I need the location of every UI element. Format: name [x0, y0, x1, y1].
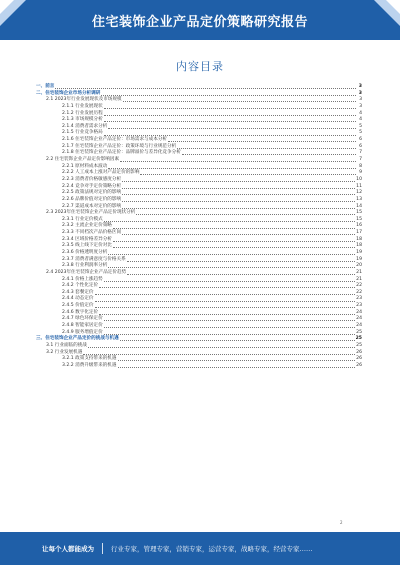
toc-entry-label: 2.2.4 竞争对手定价策略分析 [62, 183, 122, 189]
toc-entry-page: 26 [356, 349, 362, 355]
toc-entry-label: 2.3.7 消费者满意度与价格关系 [62, 256, 126, 262]
toc-entry-label: 2.3.2 主流企业定价策略 [62, 223, 112, 229]
toc-entry-page: 12 [356, 190, 362, 196]
toc-leader-dots [122, 188, 355, 189]
toc-entry-page: 19 [356, 250, 362, 255]
toc-entry-label: 2.3 2023年住宅装饰企业产品定价现状分析 [46, 210, 136, 216]
toc-leader-dots [104, 221, 355, 222]
toc-entry-label: 3.2.2 消费升级带来的机遇 [62, 362, 117, 368]
toc-leader-dots [104, 135, 356, 136]
toc-entry-page: 7 [359, 157, 362, 163]
toc-leader-dots [88, 347, 355, 348]
toc-leader-dots [101, 95, 356, 96]
table-of-contents [36, 84, 362, 370]
toc-entry-label: 2.1.1 行业发展现状 [62, 103, 103, 109]
toc-entry-label: 2.2 住宅装饰企业产品定价影响因素 [46, 157, 120, 163]
toc-leader-dots [113, 247, 355, 248]
toc-leader-dots [95, 301, 356, 302]
toc-leader-dots [118, 367, 356, 368]
toc-entry-label: 2.1.3 市场规模分析 [62, 117, 103, 123]
toc-entry-label: 2.4.8 智能家居定价 [62, 323, 103, 329]
footer-tagline: 行业专家，管理专家，营销专家，运营专家，战略专家，经营专家…… [111, 545, 313, 553]
toc-leader-dots [108, 267, 355, 268]
toc-entry-page: 19 [356, 256, 362, 262]
toc-entry-page: 3 [358, 83, 362, 89]
toc-entry-page: 22 [356, 289, 362, 295]
toc-leader-dots [120, 340, 355, 341]
toc-leader-dots [140, 174, 356, 175]
toc-leader-dots [122, 194, 355, 195]
toc-entry-page: 3 [358, 90, 362, 96]
toc-leader-dots [122, 181, 355, 182]
toc-entry-page: 4 [359, 117, 362, 123]
toc-leader-dots [108, 128, 356, 129]
toc-entry-page: 15 [356, 210, 362, 216]
toc-entry-page: 5 [359, 123, 362, 129]
toc-entry-page: 18 [356, 243, 362, 249]
toc-entry-label: 2.3.4 区域价格差异分析 [62, 236, 112, 242]
toc-leader-dots [99, 287, 355, 288]
toc-entry-page: 25 [355, 336, 362, 342]
toc-entry-label: 2.2.3 消费者价格敏感度分析 [62, 176, 122, 182]
toc-entry-page: 10 [356, 176, 362, 182]
toc-entry-label: 2.2.6 品牌价值对定价的影响 [62, 196, 122, 202]
toc-leader-dots [104, 108, 356, 109]
toc-entry-page: 26 [356, 356, 362, 362]
toc-leader-dots [120, 161, 356, 162]
toc-entry-page: 5 [359, 130, 362, 136]
toc-leader-dots [122, 201, 355, 202]
toc-entry-label: 2.3.5 线上线下定价对比 [62, 243, 112, 249]
toc-entry-label: 2.1.7 住宅装饰企业产品定价：政策环境与行业规范分析 [62, 143, 177, 149]
toc-leader-dots [136, 214, 355, 215]
toc-entry-label: 2.4.9 服务增值定价 [62, 329, 103, 335]
toc-entry-label: 2.4.7 绿色环保定价 [62, 316, 103, 322]
toc-entry-page: 21 [356, 269, 362, 275]
toc-entry-page: 8 [359, 163, 362, 169]
toc-entry-page: 6 [359, 137, 362, 143]
toc-leader-dots [108, 168, 356, 169]
toc-entry-label: 2.3.8 行业利润率分析 [62, 263, 108, 269]
toc-leader-dots [113, 228, 355, 229]
toc-leader-dots [113, 241, 355, 242]
toc-leader-dots [104, 121, 356, 122]
toc-entry-page: 24 [356, 309, 362, 315]
toc-entry-page: 16 [356, 223, 362, 229]
toc-entry-label: 3.2 行业发展机遇 [46, 349, 83, 355]
toc-entry-label: 2.2.1 原材料成本波动 [62, 163, 108, 169]
toc-entry-label: 2.1.6 住宅装饰企业产品定价：市场需求与成本分析 [62, 137, 168, 143]
corner-decoration-left-inner [0, 0, 14, 14]
toc-leader-dots [123, 101, 356, 102]
toc-entry-page: 25 [356, 329, 362, 335]
toc-entry-page: 15 [356, 216, 362, 222]
toc-entry-page: 3 [359, 103, 362, 109]
toc-entry-page: 22 [356, 283, 362, 289]
toc-leader-dots [104, 320, 355, 321]
footer-lead-text: 让每个人都能成为 [42, 545, 94, 553]
toc-leader-dots [177, 148, 356, 149]
toc-entry-label: 2.1.4 消费者需求分析 [62, 123, 108, 129]
toc-entry-page: 21 [356, 276, 362, 282]
toc-entry-page: 24 [356, 323, 362, 329]
toc-leader-dots [127, 274, 355, 275]
toc-entry-label: 2.1.8 住宅装饰企业产品定价：品牌溢价与差异化竞争分析 [62, 150, 181, 156]
toc-entry-page: 25 [356, 342, 362, 348]
toc-entry-page: 9 [359, 170, 362, 176]
page-number: 2 [340, 520, 343, 525]
toc-leader-dots [182, 154, 356, 155]
toc-entry-label: 3.2.1 政策支持带来的机遇 [62, 356, 117, 362]
toc-entry-page: 3 [359, 97, 362, 103]
toc-leader-dots [118, 360, 356, 361]
toc-heading: 内容目录 [176, 60, 224, 73]
toc-entry-page: 6 [359, 143, 362, 149]
toc-leader-dots [95, 307, 356, 308]
toc-entry-label: 2.1.5 行业竞争格局 [62, 130, 103, 136]
toc-entry-label: 一、前言 [36, 83, 55, 89]
footer-divider [102, 543, 103, 554]
toc-entry-label: 2.2.5 政策法规对定价的影响 [62, 190, 122, 196]
toc-leader-dots [95, 294, 356, 295]
report-header [0, 0, 400, 40]
toc-entry-page: 26 [356, 362, 362, 368]
toc-leader-dots [99, 314, 355, 315]
toc-entry-page: 17 [356, 230, 362, 236]
toc-entry-label: 2.4.6 数字化定价 [62, 309, 99, 315]
toc-leader-dots [108, 254, 355, 255]
toc-entry-page: 4 [359, 110, 362, 116]
toc-entry-page: 23 [356, 303, 362, 309]
toc-entry-page: 13 [356, 196, 362, 202]
toc-entry-label: 2.2.2 人工成本上涨对产品定价的影响 [62, 170, 140, 176]
toc-entry[interactable] [36, 363, 362, 370]
toc-leader-dots [168, 141, 356, 142]
toc-leader-dots [127, 261, 355, 262]
toc-entry-page: 23 [356, 296, 362, 302]
toc-entry-label: 3.1 行业面临的挑战 [46, 342, 87, 348]
toc-entry-label: 二、住宅装饰企业市场分析调研 [36, 90, 101, 96]
toc-entry-label: 2.4 2023年住宅装饰企业产品定价趋势 [46, 269, 127, 275]
toc-leader-dots [104, 334, 355, 335]
toc-entry-label: 2.4.5 价值定价 [62, 303, 94, 309]
toc-entry-label: 2.4.1 价格上涨趋势 [62, 276, 103, 282]
toc-entry-label: 2.3.1 行业定价模式 [62, 216, 103, 222]
toc-leader-dots [83, 354, 355, 355]
footer-banner [0, 532, 400, 565]
toc-entry-page: 18 [356, 236, 362, 242]
toc-entry-label: 2.4.2 个性化定价 [62, 283, 99, 289]
toc-entry-page: 11 [356, 183, 362, 189]
toc-leader-dots [122, 208, 355, 209]
toc-entry-label: 三、住宅装饰企业产品定价的挑战与机遇 [36, 336, 119, 342]
toc-leader-dots [104, 327, 355, 328]
toc-leader-dots [104, 115, 356, 116]
toc-entry-label: 2.1 2023年行业发展现状及市场规模 [46, 97, 122, 103]
toc-entry[interactable] [36, 343, 362, 350]
toc-entry-page: 7 [359, 150, 362, 156]
toc-entry-page: 14 [356, 203, 362, 209]
toc-entry-label: 2.1.2 行业发展历程 [62, 110, 103, 116]
toc-entry-page: 20 [356, 263, 362, 269]
toc-leader-dots [122, 234, 355, 235]
toc-entry-label: 2.3.3 不同档次产品价格区间 [62, 230, 122, 236]
toc-entry-label: 2.3.6 价格透明度分析 [62, 250, 108, 255]
toc-leader-dots [55, 88, 356, 89]
toc-leader-dots [104, 281, 355, 282]
corner-decoration-right-inner [386, 0, 400, 14]
toc-entry-label: 2.4.3 套餐定价 [62, 289, 94, 295]
toc-entry-page: 24 [356, 316, 362, 322]
toc-entry-label: 2.4.4 动态定价 [62, 296, 94, 302]
report-title: 住宅装饰企业产品定价策略研究报告 [91, 14, 308, 30]
toc-entry-label: 2.2.7 渠道成本对定价的影响 [62, 203, 122, 209]
